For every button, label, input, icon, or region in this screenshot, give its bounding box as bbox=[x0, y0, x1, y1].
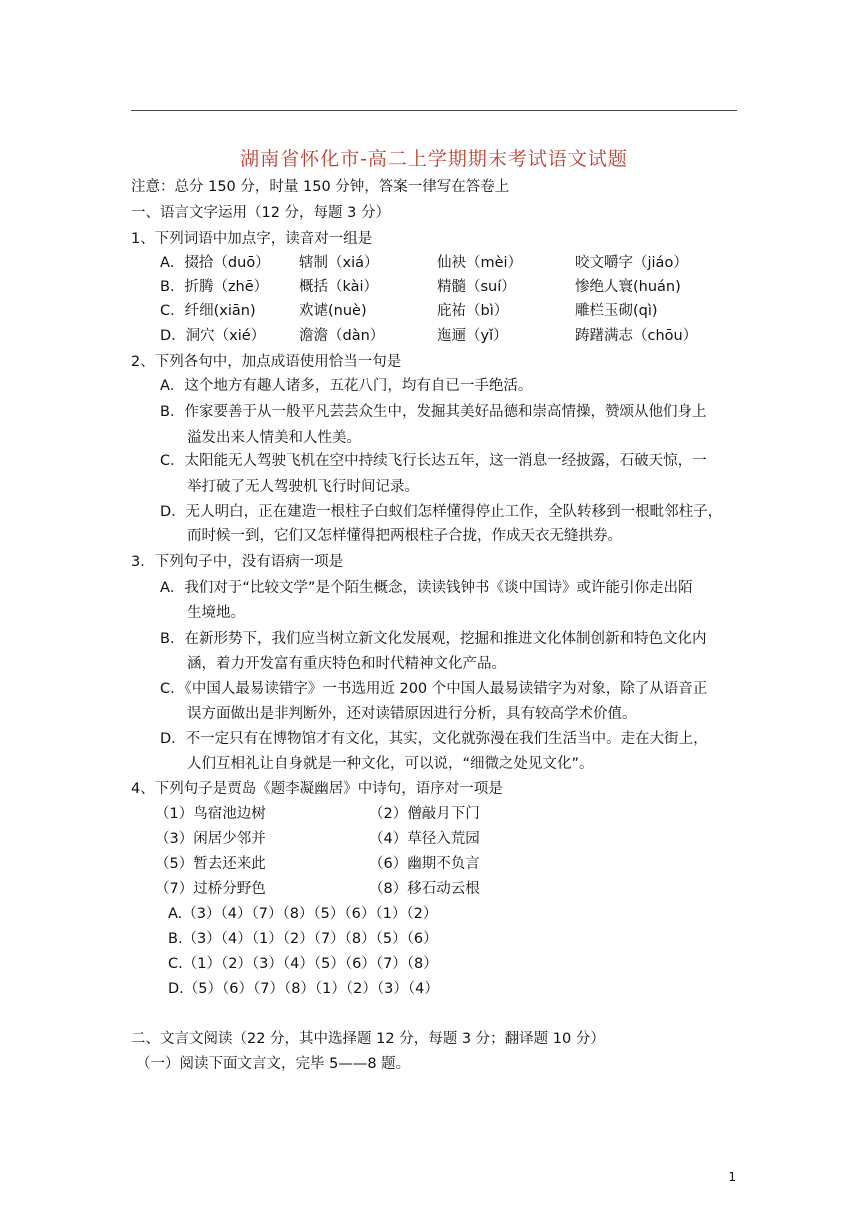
page-title: 湖南省怀化市-高二上学期期末考试语文试题 bbox=[240, 148, 628, 170]
q1-stem: 1、下列词语中加点字，读音对一组是 bbox=[131, 231, 373, 247]
q4-stem: 4、下列句子是贾岛《题李凝幽居》中诗句，语序对一项是 bbox=[131, 781, 503, 797]
q1-option-b1: B．折腾（zhē） bbox=[160, 279, 269, 295]
q2-option-c: C．太阳能无人驾驶飞机在空中持续飞行长达五年，这一消息一经披露，石破天惊，一 bbox=[160, 453, 707, 469]
q1-option-c1: C．纤细(xiān) bbox=[160, 303, 256, 319]
q4-verse-1: （1）鸟宿池边树 bbox=[155, 806, 266, 822]
q4-verse-2: （2）僧敲月下门 bbox=[369, 806, 480, 822]
q4-verse-7: （7）过桥分野色 bbox=[155, 881, 266, 897]
q4-verse-8: （8）移石动云根 bbox=[369, 881, 480, 897]
q3-option-a: A．我们对于“比较文学”是个陌生概念，读读钱钟书《谈中国诗》或许能引你走出陌 bbox=[160, 580, 693, 596]
section1-heading: 一、语言文字运用（12 分，每题 3 分） bbox=[131, 205, 391, 221]
q3-option-b: B．在新形势下，我们应当树立新文化发展观，挖掘和推进文化体制创新和特色文化内 bbox=[160, 631, 707, 647]
q4-verse-3: （3）闲居少邻并 bbox=[155, 831, 266, 847]
q1-option-a4: 咬文嚼字（jiáo） bbox=[575, 255, 688, 271]
q2-option-d-cont: 而时候一到，它们又怎样懂得把两根柱子合拢，作成天衣无缝拱券。 bbox=[187, 528, 622, 544]
q3-option-c-cont: 误方面做出是非判断外，还对读错原因进行分析，具有较高学术价值。 bbox=[187, 706, 637, 722]
q2-option-c-cont: 举打破了无人驾驶机飞行时间记录。 bbox=[187, 479, 419, 495]
q4-verse-5: （5）暂去还来此 bbox=[155, 856, 266, 872]
q1-option-c3: 庇祐（bì） bbox=[437, 303, 509, 319]
q1-option-d1: D．洞穴（xié） bbox=[160, 328, 266, 344]
q2-stem: 2、下列各句中，加点成语使用恰当一句是 bbox=[131, 354, 402, 370]
q1-option-a1: A．掇拾（duō） bbox=[160, 255, 270, 271]
q3-option-b-cont: 涵，着力开发富有重庆特色和时代精神文化产品。 bbox=[187, 656, 506, 672]
q4-option-a: A.（3）（4）（7）（8）（5）（6）（1）（2） bbox=[168, 906, 438, 922]
q3-option-d: D．不一定只有在博物馆才有文化，其实，文化就弥漫在我们生活当中。走在大街上， bbox=[160, 731, 708, 747]
notice: 注意：总分 150 分，时量 150 分钟，答案一律写在答卷上 bbox=[131, 179, 510, 195]
q1-option-a3: 仙袂（mèi） bbox=[437, 255, 523, 271]
q4-option-c: C.（1）（2）（3）（4）（5）（6）（7）（8） bbox=[168, 956, 438, 972]
q1-option-d2: 澹澹（dàn） bbox=[299, 328, 385, 344]
q2-option-b-cont: 溢发出来人情美和人性美。 bbox=[187, 430, 361, 446]
q4-option-b: B.（3）（4）（1）（2）（7）（8）（5）（6） bbox=[168, 931, 438, 947]
q4-verse-4: （4）草径入荒园 bbox=[369, 831, 480, 847]
q1-option-b3: 精髓（suí） bbox=[437, 279, 516, 295]
q4-verse-6: （6）幽期不负言 bbox=[369, 856, 480, 872]
q1-option-b4: 惨绝人寰(huán) bbox=[575, 279, 681, 295]
q1-option-c4: 雕栏玉砌(qì) bbox=[575, 303, 658, 319]
q2-option-d: D．无人明白，正在建造一根柱子白蚁们怎样懂得停止工作，全队转移到一根毗邻柱子， bbox=[160, 504, 723, 520]
page-number: 1 bbox=[728, 1170, 736, 1184]
section2-sub1: （一）阅读下面文言文，完毕 5——8 题。 bbox=[136, 1056, 411, 1072]
q4-option-d: D.（5）（6）（7）（8）（1）（2）（3）（4） bbox=[168, 981, 439, 997]
q1-option-d4: 踌躇满志（chōu） bbox=[575, 328, 698, 344]
q3-option-c: C．《中国人最易读错字》一书选用近 200 个中国人最易读错字为对象，除了从语音正 bbox=[160, 681, 708, 697]
q1-option-b2: 概括（kài） bbox=[299, 279, 379, 295]
section2-heading: 二、文言文阅读（22 分，其中选择题 12 分，每题 3 分；翻译题 10 分） bbox=[131, 1031, 605, 1047]
q1-option-d3: 迤逦（yǐ） bbox=[437, 328, 508, 344]
q3-option-a-cont: 生境地。 bbox=[187, 605, 245, 621]
q2-option-a: A．这个地方有趣人诸多，五花八门，均有自已一手绝活。 bbox=[160, 378, 533, 394]
q2-option-b: B．作家要善于从一般平凡芸芸众生中，发掘其美好品德和崇高情操，赞颂从他们身上 bbox=[160, 404, 707, 420]
q3-option-d-cont: 人们互相礼让自身就是一种文化，可以说，“细微之处见文化”。 bbox=[187, 756, 594, 772]
q3-stem: 3．下列句子中，没有语病一项是 bbox=[131, 554, 344, 570]
q1-option-c2: 欢谑(nuè) bbox=[299, 303, 367, 319]
header-rule bbox=[131, 110, 737, 111]
q1-option-a2: 辖制（xiá） bbox=[299, 255, 379, 271]
